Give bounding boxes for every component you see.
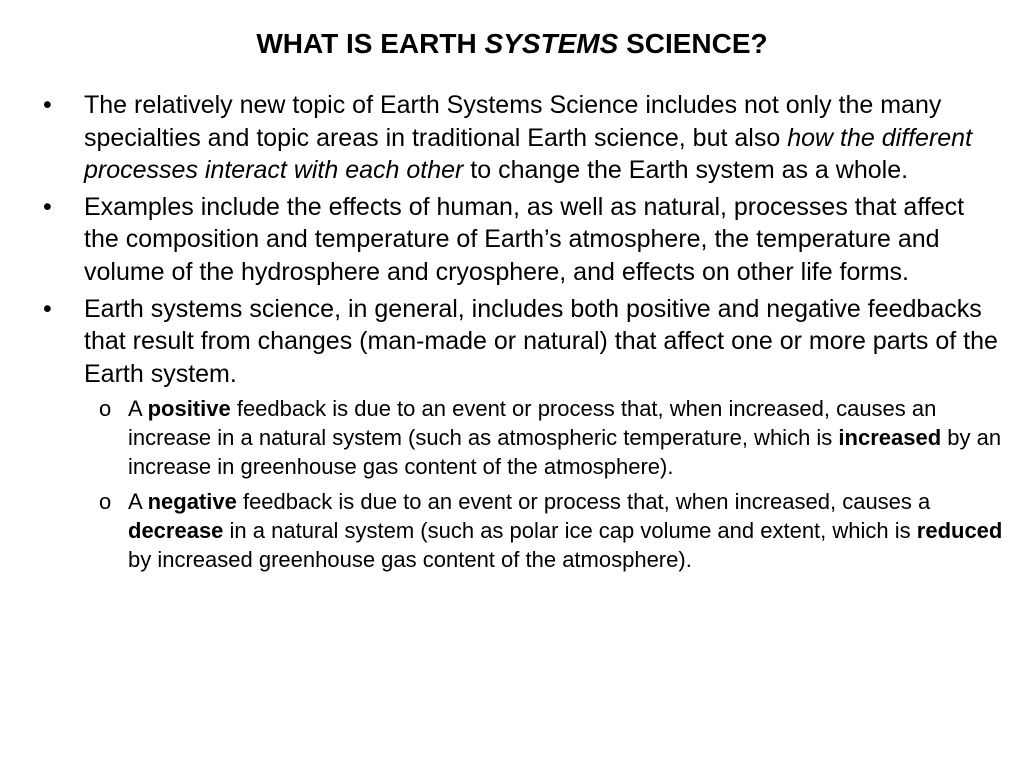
subbullet-2-text-4: by increased greenhouse gas content of the atmosphere).: [128, 547, 692, 573]
subbullet-marker: o: [99, 489, 112, 515]
subbullet-2-bold-decrease: decrease: [128, 518, 224, 544]
bullet-3-text: Earth systems science, in general, includes both positive and negative feedbacks that result from changes (man-made or natural) that affect one or more parts of the Earth system.: [84, 294, 998, 388]
bullet-2: [43, 191, 1003, 289]
bullet-1-text-start: The relatively new topic of Earth Systems Science includes not only the many specialties and topic areas in traditional Earth science, but also: [84, 91, 942, 152]
bullet-marker: •: [43, 294, 52, 323]
bullet-1-text-end: to change the Earth system as a whole.: [463, 156, 909, 185]
subbullet-negative: [43, 487, 1003, 574]
subbullet-2-text-1: A: [128, 489, 148, 515]
subbullet-1-bold-positive: positive: [147, 396, 231, 422]
title-part-3: SCIENCE?: [618, 28, 768, 59]
subbullet-1-bold-increased: increased: [838, 425, 942, 451]
bullet-2-text: Examples include the effects of human, as well as natural, processes that affect the composition and temperature of Earth’s atmosphere, the temperature and volume of the hydrosphere and cryosphere, and effects on other life forms.: [84, 192, 965, 286]
bullet-3: [43, 293, 1003, 391]
subbullet-1-text-1: A: [128, 396, 148, 422]
bullet-1-italic: how the different processes interact with each other: [84, 123, 973, 185]
subbullet-1-text-3: by an increase in greenhouse gas content of the atmosphere).: [128, 425, 1002, 480]
bullet-1: [43, 89, 1003, 187]
title-part-1: WHAT IS EARTH: [256, 28, 485, 59]
subbullet-2-bold-negative: negative: [147, 489, 237, 515]
subbullet-2-text-2: feedback is due to an event or process that, when increased, causes a: [236, 489, 931, 515]
subbullet-1-text-2: feedback is due to an event or process that, when increased, causes an increase in a natural system (such as atmospheric temperature, which is: [128, 396, 937, 451]
subbullet-marker: o: [99, 396, 112, 422]
title-part-2-italic: SYSTEMS: [484, 28, 619, 59]
subbullet-2-bold-reduced: reduced: [916, 518, 1003, 544]
slide-body: [43, 89, 1003, 580]
subbullet-2-text-3: in a natural system (such as polar ice cap volume and extent, which is: [223, 518, 917, 544]
bullet-marker: •: [43, 192, 52, 221]
slide-title: [0, 26, 1024, 62]
bullet-marker: •: [43, 91, 52, 119]
subbullet-positive: [43, 394, 1003, 481]
